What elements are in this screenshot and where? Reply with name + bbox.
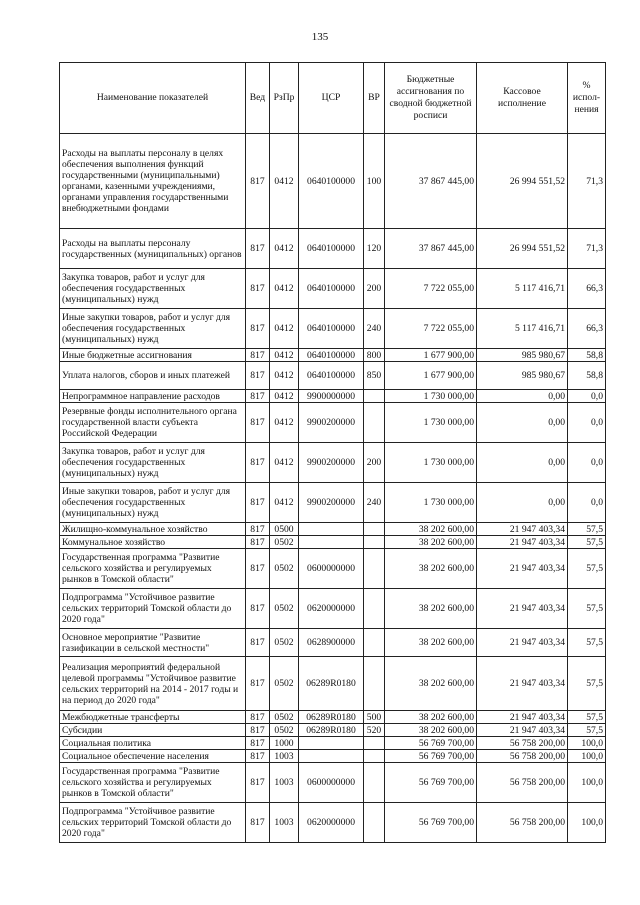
cell-budget: 7 722 055,00 xyxy=(385,269,477,309)
cell-vr: 800 xyxy=(364,349,385,362)
table-row xyxy=(60,724,606,737)
cell-ved: 817 xyxy=(246,711,270,724)
cell-csr: 0640100000 xyxy=(299,362,364,390)
cell-rzpr: 0412 xyxy=(270,269,299,309)
cell-ved: 817 xyxy=(246,549,270,589)
cell-cash: 21 947 403,34 xyxy=(477,589,568,629)
cell-budget: 1 677 900,00 xyxy=(385,362,477,390)
cell-name: Расходы на выплаты персоналу государственных (муниципальных) органов xyxy=(60,229,246,269)
table-row xyxy=(60,349,606,362)
cell-rzpr: 0500 xyxy=(270,523,299,536)
cell-vr xyxy=(364,403,385,443)
cell-budget: 1 677 900,00 xyxy=(385,349,477,362)
header-budget: Бюджетные ассигнования по сводной бюджетной росписи xyxy=(385,63,477,134)
cell-csr: 9900200000 xyxy=(299,403,364,443)
cell-budget: 1 730 000,00 xyxy=(385,443,477,483)
cell-budget: 1 730 000,00 xyxy=(385,403,477,443)
cell-csr: 0620000000 xyxy=(299,803,364,843)
cell-rzpr: 0502 xyxy=(270,549,299,589)
cell-percent: 57,5 xyxy=(568,711,606,724)
header-ved: Вед xyxy=(246,63,270,134)
cell-cash: 0,00 xyxy=(477,443,568,483)
cell-ved: 817 xyxy=(246,750,270,763)
table-row xyxy=(60,362,606,390)
cell-name: Расходы на выплаты персоналу в целях обеспечения выполнения функций государственными (муниципальными) органами, казенными учреждениями, органами управления государственными внебюджетными фондами xyxy=(60,134,246,229)
cell-ved: 817 xyxy=(246,134,270,229)
cell-budget: 38 202 600,00 xyxy=(385,523,477,536)
cell-percent: 66,3 xyxy=(568,309,606,349)
cell-ved: 817 xyxy=(246,229,270,269)
cell-budget: 38 202 600,00 xyxy=(385,629,477,657)
cell-rzpr: 0502 xyxy=(270,589,299,629)
cell-cash: 0,00 xyxy=(477,403,568,443)
table-row xyxy=(60,309,606,349)
cell-budget: 56 769 700,00 xyxy=(385,803,477,843)
cell-ved: 817 xyxy=(246,403,270,443)
cell-rzpr: 0502 xyxy=(270,536,299,549)
cell-budget: 1 730 000,00 xyxy=(385,390,477,403)
cell-budget: 38 202 600,00 xyxy=(385,549,477,589)
cell-ved: 817 xyxy=(246,523,270,536)
header-vr: ВР xyxy=(364,63,385,134)
table-row xyxy=(60,657,606,711)
cell-percent: 58,8 xyxy=(568,362,606,390)
cell-percent: 100,0 xyxy=(568,763,606,803)
cell-name: Государственная программа "Развитие сельского хозяйства и регулируемых рынков в Томской области" xyxy=(60,549,246,589)
cell-name: Закупка товаров, работ и услуг для обеспечения государственных (муниципальных) нужд xyxy=(60,269,246,309)
cell-cash: 0,00 xyxy=(477,483,568,523)
cell-vr xyxy=(364,629,385,657)
cell-cash: 5 117 416,71 xyxy=(477,269,568,309)
cell-vr xyxy=(364,390,385,403)
header-name: Наименование показателей xyxy=(60,63,246,134)
cell-name: Иные бюджетные ассигнования xyxy=(60,349,246,362)
cell-rzpr: 0412 xyxy=(270,483,299,523)
cell-rzpr: 0412 xyxy=(270,443,299,483)
cell-ved: 817 xyxy=(246,349,270,362)
table-row xyxy=(60,390,606,403)
cell-budget: 38 202 600,00 xyxy=(385,536,477,549)
table-row xyxy=(60,629,606,657)
cell-csr xyxy=(299,523,364,536)
cell-vr: 500 xyxy=(364,711,385,724)
cell-percent: 100,0 xyxy=(568,737,606,750)
cell-percent: 57,5 xyxy=(568,549,606,589)
cell-ved: 817 xyxy=(246,443,270,483)
cell-rzpr: 0502 xyxy=(270,711,299,724)
table-row xyxy=(60,536,606,549)
cell-budget: 7 722 055,00 xyxy=(385,309,477,349)
cell-percent: 57,5 xyxy=(568,536,606,549)
cell-cash: 985 980,67 xyxy=(477,362,568,390)
cell-cash: 56 758 200,00 xyxy=(477,763,568,803)
cell-csr: 0640100000 xyxy=(299,309,364,349)
cell-csr: 0600000000 xyxy=(299,763,364,803)
cell-csr: 0640100000 xyxy=(299,269,364,309)
cell-cash: 21 947 403,34 xyxy=(477,724,568,737)
cell-ved: 817 xyxy=(246,724,270,737)
cell-vr: 240 xyxy=(364,309,385,349)
cell-name: Иные закупки товаров, работ и услуг для обеспечения государственных (муниципальных) нужд xyxy=(60,483,246,523)
cell-csr: 9900000000 xyxy=(299,390,364,403)
cell-rzpr: 1000 xyxy=(270,737,299,750)
cell-rzpr: 0502 xyxy=(270,724,299,737)
cell-percent: 57,5 xyxy=(568,724,606,737)
cell-rzpr: 0412 xyxy=(270,362,299,390)
cell-budget: 37 867 445,00 xyxy=(385,134,477,229)
cell-rzpr: 0412 xyxy=(270,134,299,229)
cell-vr xyxy=(364,763,385,803)
cell-ved: 817 xyxy=(246,390,270,403)
cell-budget: 38 202 600,00 xyxy=(385,711,477,724)
table-row xyxy=(60,803,606,843)
cell-csr: 06289R0180 xyxy=(299,724,364,737)
cell-cash: 5 117 416,71 xyxy=(477,309,568,349)
cell-rzpr: 1003 xyxy=(270,750,299,763)
cell-ved: 817 xyxy=(246,309,270,349)
table-row xyxy=(60,750,606,763)
cell-name: Основное мероприятие "Развитие газификации в сельской местности" xyxy=(60,629,246,657)
cell-ved: 817 xyxy=(246,589,270,629)
cell-vr xyxy=(364,589,385,629)
cell-name: Субсидии xyxy=(60,724,246,737)
cell-rzpr: 0502 xyxy=(270,657,299,711)
cell-percent: 71,3 xyxy=(568,229,606,269)
cell-cash: 21 947 403,34 xyxy=(477,536,568,549)
cell-budget: 38 202 600,00 xyxy=(385,724,477,737)
cell-rzpr: 0412 xyxy=(270,229,299,269)
cell-vr: 850 xyxy=(364,362,385,390)
cell-cash: 26 994 551,52 xyxy=(477,229,568,269)
cell-csr: 06289R0180 xyxy=(299,711,364,724)
cell-name: Социальное обеспечение населения xyxy=(60,750,246,763)
cell-ved: 817 xyxy=(246,763,270,803)
cell-csr xyxy=(299,737,364,750)
cell-ved: 817 xyxy=(246,629,270,657)
cell-cash: 21 947 403,34 xyxy=(477,657,568,711)
table-row xyxy=(60,134,606,229)
cell-csr: 0628900000 xyxy=(299,629,364,657)
cell-name: Жилищно-коммунальное хозяйство xyxy=(60,523,246,536)
cell-ved: 817 xyxy=(246,657,270,711)
table-row xyxy=(60,443,606,483)
cell-vr: 200 xyxy=(364,269,385,309)
cell-percent: 57,5 xyxy=(568,657,606,711)
cell-vr xyxy=(364,523,385,536)
header-rzpr: РзПр xyxy=(270,63,299,134)
cell-vr: 520 xyxy=(364,724,385,737)
cell-vr xyxy=(364,750,385,763)
cell-csr: 9900200000 xyxy=(299,443,364,483)
page-number: 135 xyxy=(311,31,329,43)
cell-name: Уплата налогов, сборов и иных платежей xyxy=(60,362,246,390)
cell-cash: 56 758 200,00 xyxy=(477,803,568,843)
cell-budget: 1 730 000,00 xyxy=(385,483,477,523)
cell-percent: 100,0 xyxy=(568,803,606,843)
cell-percent: 57,5 xyxy=(568,589,606,629)
cell-name: Государственная программа "Развитие сельского хозяйства и регулируемых рынков в Томской области" xyxy=(60,763,246,803)
cell-name: Подпрограмма "Устойчивое развитие сельских территорий Томской области до 2020 года" xyxy=(60,803,246,843)
table-row xyxy=(60,737,606,750)
cell-name: Коммунальное хозяйство xyxy=(60,536,246,549)
cell-csr xyxy=(299,750,364,763)
cell-csr: 0620000000 xyxy=(299,589,364,629)
table-row xyxy=(60,763,606,803)
cell-rzpr: 0502 xyxy=(270,629,299,657)
cell-name: Резервные фонды исполнительного органа государственной власти субъекта Российской Федерации xyxy=(60,403,246,443)
cell-csr xyxy=(299,536,364,549)
table-row xyxy=(60,523,606,536)
cell-rzpr: 0412 xyxy=(270,390,299,403)
cell-percent: 0,0 xyxy=(568,403,606,443)
cell-csr: 0600000000 xyxy=(299,549,364,589)
cell-percent: 0,0 xyxy=(568,483,606,523)
cell-budget: 38 202 600,00 xyxy=(385,589,477,629)
cell-csr: 9900200000 xyxy=(299,483,364,523)
cell-rzpr: 1003 xyxy=(270,763,299,803)
cell-percent: 58,8 xyxy=(568,349,606,362)
cell-cash: 56 758 200,00 xyxy=(477,750,568,763)
cell-percent: 71,3 xyxy=(568,134,606,229)
cell-name: Подпрограмма "Устойчивое развитие сельских территорий Томской области до 2020 года" xyxy=(60,589,246,629)
cell-csr: 06289R0180 xyxy=(299,657,364,711)
cell-cash: 26 994 551,52 xyxy=(477,134,568,229)
cell-budget: 38 202 600,00 xyxy=(385,657,477,711)
cell-ved: 817 xyxy=(246,536,270,549)
cell-percent: 0,0 xyxy=(568,390,606,403)
cell-cash: 21 947 403,34 xyxy=(477,549,568,589)
cell-csr: 0640100000 xyxy=(299,229,364,269)
table-row xyxy=(60,483,606,523)
cell-name: Иные закупки товаров, работ и услуг для обеспечения государственных (муниципальных) нужд xyxy=(60,309,246,349)
cell-cash: 21 947 403,34 xyxy=(477,523,568,536)
cell-csr: 0640100000 xyxy=(299,134,364,229)
cell-percent: 66,3 xyxy=(568,269,606,309)
cell-vr xyxy=(364,657,385,711)
table-row xyxy=(60,229,606,269)
cell-rzpr: 0412 xyxy=(270,349,299,362)
cell-budget: 56 769 700,00 xyxy=(385,737,477,750)
header-percent: % испол-нения xyxy=(568,63,606,134)
cell-percent: 100,0 xyxy=(568,750,606,763)
cell-vr xyxy=(364,803,385,843)
table-row xyxy=(60,589,606,629)
cell-vr xyxy=(364,737,385,750)
cell-cash: 21 947 403,34 xyxy=(477,629,568,657)
cell-budget: 37 867 445,00 xyxy=(385,229,477,269)
cell-percent: 0,0 xyxy=(568,443,606,483)
cell-vr: 120 xyxy=(364,229,385,269)
cell-ved: 817 xyxy=(246,483,270,523)
cell-name: Закупка товаров, работ и услуг для обеспечения государственных (муниципальных) нужд xyxy=(60,443,246,483)
cell-ved: 817 xyxy=(246,737,270,750)
cell-name: Межбюджетные трансферты xyxy=(60,711,246,724)
table-row xyxy=(60,403,606,443)
cell-cash: 0,00 xyxy=(477,390,568,403)
cell-ved: 817 xyxy=(246,803,270,843)
cell-percent: 57,5 xyxy=(568,629,606,657)
table-row xyxy=(60,269,606,309)
cell-name: Социальная политика xyxy=(60,737,246,750)
table-row xyxy=(60,711,606,724)
cell-budget: 56 769 700,00 xyxy=(385,750,477,763)
table-body xyxy=(60,134,606,843)
cell-csr: 0640100000 xyxy=(299,349,364,362)
header-csr: ЦСР xyxy=(299,63,364,134)
header-cash: Кассовое исполнение xyxy=(477,63,568,134)
cell-vr: 240 xyxy=(364,483,385,523)
cell-cash: 56 758 200,00 xyxy=(477,737,568,750)
cell-budget: 56 769 700,00 xyxy=(385,763,477,803)
cell-vr: 100 xyxy=(364,134,385,229)
cell-cash: 21 947 403,34 xyxy=(477,711,568,724)
cell-ved: 817 xyxy=(246,362,270,390)
cell-vr: 200 xyxy=(364,443,385,483)
cell-ved: 817 xyxy=(246,269,270,309)
cell-percent: 57,5 xyxy=(568,523,606,536)
budget-table xyxy=(59,62,606,843)
cell-rzpr: 1003 xyxy=(270,803,299,843)
cell-rzpr: 0412 xyxy=(270,403,299,443)
table-header xyxy=(60,63,606,134)
cell-cash: 985 980,67 xyxy=(477,349,568,362)
cell-rzpr: 0412 xyxy=(270,309,299,349)
cell-vr xyxy=(364,549,385,589)
cell-vr xyxy=(364,536,385,549)
cell-name: Непрограммное направление расходов xyxy=(60,390,246,403)
cell-name: Реализация мероприятий федеральной целевой программы "Устойчивое развитие сельских территорий на 2014 - 2017 годы и на период до 2020 года" xyxy=(60,657,246,711)
table-row xyxy=(60,549,606,589)
